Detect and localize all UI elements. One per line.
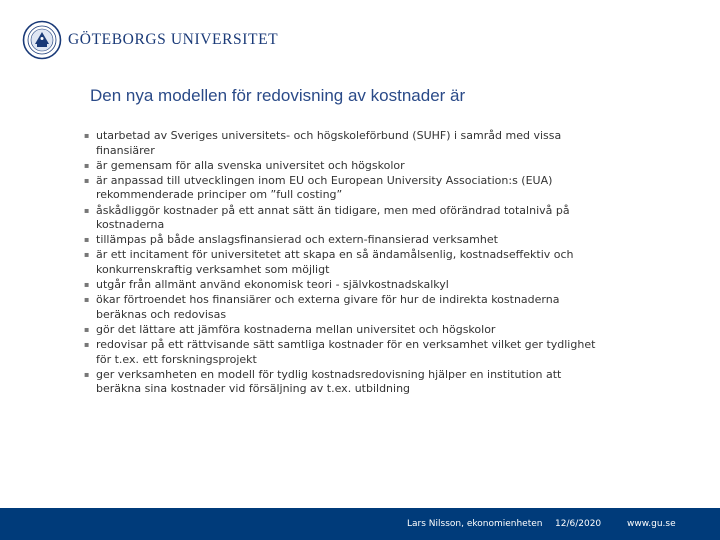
bullet-icon: ▪: [84, 340, 90, 350]
list-item: ▪ utgår från allmänt använd ekonomisk teori - självkostnadskalkyl: [84, 278, 449, 292]
bullet-icon: ▪: [84, 205, 90, 215]
bullet-icon: ▪: [84, 175, 90, 185]
footer-date: 12/6/2020: [555, 519, 602, 529]
footer-author: Lars Nilsson, ekonomienheten: [407, 519, 543, 529]
list-item: ▪ ger verksamheten en modell för tydlig kostnadsredovisning hjälper en institution att beräkna sina kostnader vid försäljning av t.ex. utbildning: [84, 367, 562, 396]
list-item: ▪ redovisar på ett rättvisande sätt samtliga kostnader för en verksamhet vilket ger tydlighet för t.ex. ett forskningsprojekt: [84, 338, 596, 366]
footer-bar: [0, 508, 720, 540]
list-item: ▪ ökar förtroendet hos finansiärer och externa givare för hur de indirekta kostnaderna beräknas och redovisas: [84, 293, 560, 321]
bullet-icon: ▪: [84, 131, 90, 140]
bullet-icon: ▪: [84, 250, 90, 260]
bullet-icon: ▪: [84, 295, 90, 305]
university-name: GÖTEBORGS UNIVERSITET: [68, 31, 279, 48]
list-item: ▪ åskådliggör kostnader på ett annat sätt än tidigare, men med oförändrad totalnivå på kostnaderna: [84, 203, 570, 232]
list-item: ▪ är anpassad till utvecklingen inom EU och European University Association:s (EUA) rekommenderade principer om ”full costing”: [84, 173, 553, 202]
bullet-icon: ▪: [84, 160, 90, 170]
university-header: [22, 18, 278, 62]
slide-title: Den nya modellen för redovisning av kostnader är: [90, 86, 466, 105]
list-item: ▪ tillämpas på både anslagsfinansierad och extern-finansierad verksamhet: [84, 233, 498, 247]
bullet-icon: ▪: [84, 280, 90, 290]
bullet-icon: ▪: [84, 235, 90, 245]
list-item: ▪ är gemensam för alla svenska universitet och högskolor: [84, 158, 405, 172]
bullet-list: [84, 129, 604, 398]
bullet-icon: ▪: [84, 325, 90, 334]
bullet-icon: ▪: [84, 369, 90, 379]
list-item: ▪ utarbetad av Sveriges universitets- och högskoleförbund (SUHF) i samråd med vissa finansiärer: [84, 129, 562, 157]
list-item: ▪ är ett incitament för universitetet att skapa en så ändamålsenlig, kostnadseffektiv och konkurrenskraftig verksamhet som möjligt: [84, 248, 574, 276]
list-item: ▪ gör det lättare att jämföra kostnaderna mellan universitet och högskolor: [84, 323, 496, 336]
footer-url[interactable]: www.gu.se: [627, 519, 676, 529]
university-seal-logo: [22, 20, 62, 60]
